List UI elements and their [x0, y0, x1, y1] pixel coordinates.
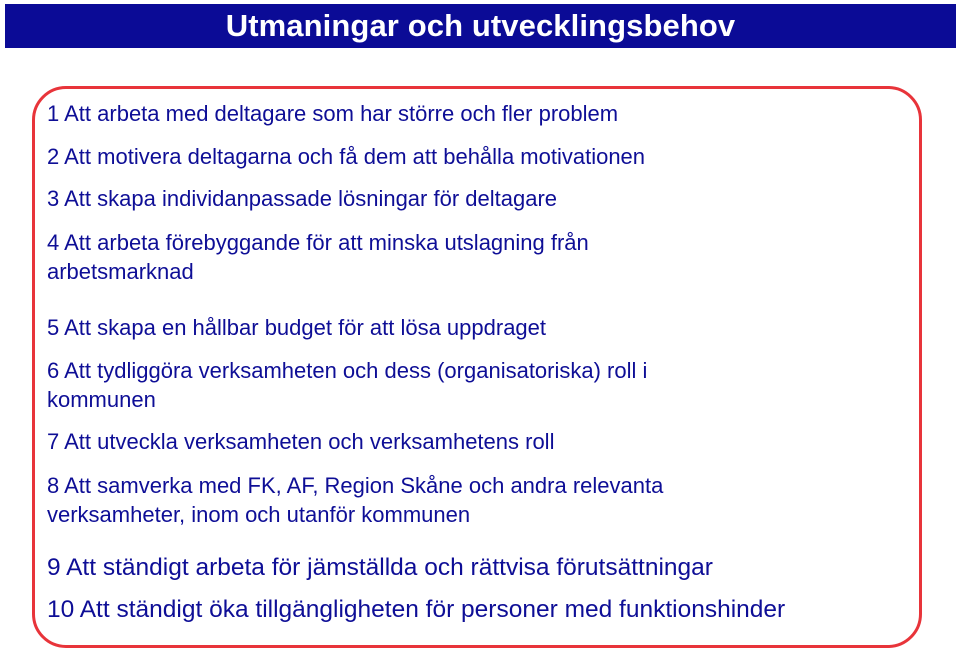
list-item-text: 7 Att utveckla verksamheten och verksamhetens roll [47, 429, 555, 454]
list-item-text: 4 Att arbeta förebyggande för att minska utslagning från [47, 230, 589, 255]
list-item-text-cont: arbetsmarknad [47, 259, 194, 284]
list-item-text: 9 Att ständigt arbeta för jämställda och rättvisa förutsättningar [47, 554, 713, 581]
list-item-4 [47, 228, 589, 286]
page-title: Utmaningar och utvecklingsbehov [225, 8, 736, 43]
list-item-text-cont: kommunen [47, 387, 156, 412]
list-item-7 [47, 427, 554, 456]
title-bar [5, 4, 956, 48]
list-item-text: 8 Att samverka med FK, AF, Region Skåne och andra relevanta [47, 473, 664, 498]
list-item-9 [47, 553, 713, 583]
list-item-1 [47, 99, 618, 128]
list-item-text: 10 Att ständigt öka tillgängligheten för personer med funktionshinder [47, 596, 786, 623]
list-item-text: 5 Att skapa en hållbar budget för att lösa uppdraget [47, 315, 547, 340]
list-item-text: 2 Att motivera deltagarna och få dem att behålla motivationen [47, 144, 646, 169]
list-item-10 [47, 595, 785, 625]
list-item-text: 1 Att arbeta med deltagare som har större och fler problem [47, 101, 619, 126]
list-item-6 [47, 356, 647, 414]
list-item-text: 6 Att tydliggöra verksamheten och dess (organisatoriska) roll i [47, 358, 648, 383]
list-item-text: 3 Att skapa individanpassade lösningar för deltagare [47, 186, 558, 211]
list-item-5 [47, 313, 546, 342]
list-item-text-cont: verksamheter, inom och utanför kommunen [47, 502, 471, 527]
list-item-3 [47, 184, 557, 213]
list-item-2 [47, 142, 645, 171]
list-item-8 [47, 471, 663, 529]
